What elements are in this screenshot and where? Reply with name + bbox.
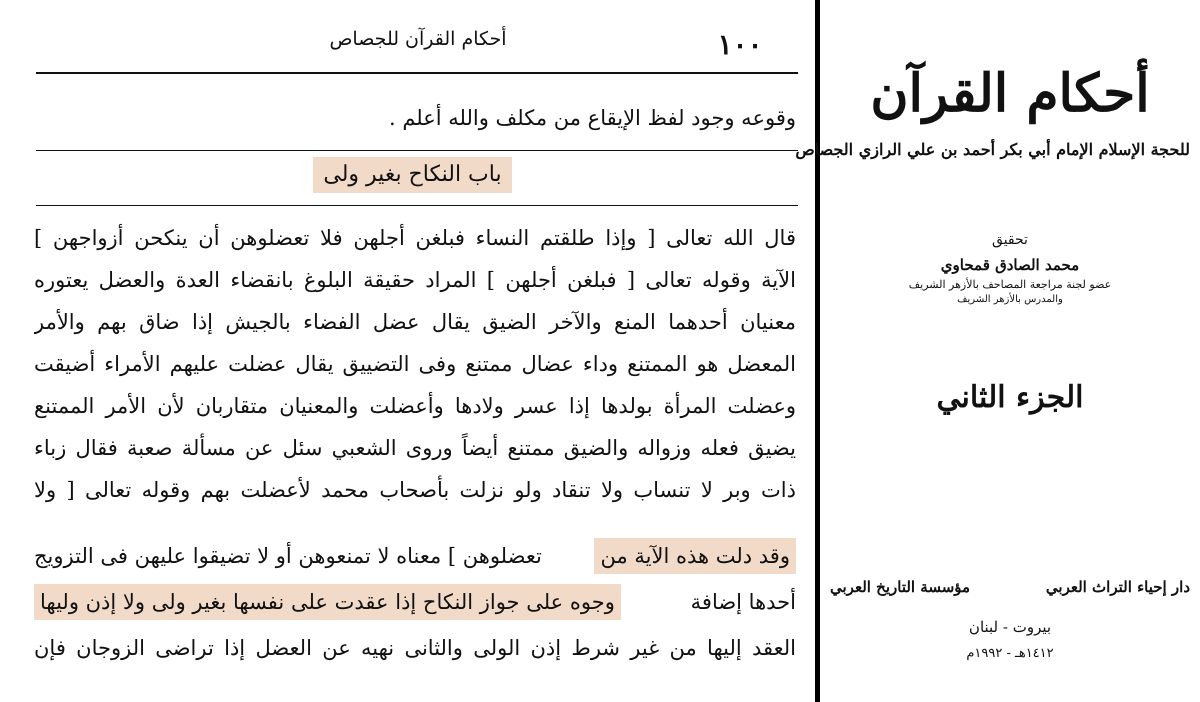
highlighted-phrase: وجوه على جواز النكاح إذا عقدت على نفسها بغير ولى ولا إذن وليها: [34, 584, 621, 620]
chapter-heading: باب النكاح بغير ولى: [313, 157, 512, 193]
editor-name: محمد الصادق قمحاوي: [940, 256, 1080, 274]
section-rule-bottom: [36, 205, 798, 206]
body-line-8: [34, 538, 796, 574]
section-rule-top: [36, 150, 798, 151]
publishers: [830, 578, 1190, 596]
right-page: [795, 0, 1200, 702]
editor-role-2: والمدرس بالأزهر الشريف: [957, 294, 1063, 305]
running-header-title: أحكام القرآن للجصاص: [329, 28, 507, 50]
body-line: ذات وبر لا تنساب ولا تنقاد ولو نزلت بأصحاب محمد لأعضلت بهم وقوله تعالى [ ولا: [34, 478, 796, 502]
book-title: أحكام القرآن: [870, 63, 1150, 124]
volume-label: الجزء الثاني: [936, 380, 1084, 415]
body-text: تعضلوهن ] معناه لا تمنعوهن أو لا تضيقوا عليهن فى التزويج: [34, 544, 542, 568]
body-line: قال الله تعالى [ وإذا طلقتم النساء فبلغن أجلهن فلا تعضلوهن أن ينكحن أزواجهن ]: [34, 226, 796, 250]
body-text: أحدها إضافة: [690, 590, 796, 614]
body-line: المعضل هو الممتنع وداء عضال ممتنع وفى التضييق يقال عضلت عليهم الأمراء أضيقت: [34, 352, 796, 376]
publisher-name: دار إحياء التراث العربي: [1045, 578, 1190, 596]
publication-date: ١٤١٢هـ - ١٩٩٢م: [966, 646, 1054, 661]
body-line: يضيق فعله وزواله والضيق ممتنع أيضاً وروى الشعبي سئل عن مسألة صعبة فقال زباء: [34, 436, 796, 460]
body-line: العقد إليها من غير شرط إذن الولى والثانى نهيه عن العضل إذا تراضى الزوجان فإن: [34, 636, 796, 660]
header-rule: [36, 72, 798, 74]
body-line: وعضلت المرأة بولدها إذا عسر ولادها وأعضلت والمعنيان متقاربان لأن الأمر الممتنع: [34, 394, 796, 418]
body-line: معنيان أحدهما المنع والآخر الضيق يقال عضل الفضاء بالجيش إذا ضاق بهم والأمر: [34, 310, 796, 334]
author-line: للحجة الإسلام الإمام أبي بكر أحمد بن علي الرازي الجصاص: [795, 140, 1190, 159]
intro-line: وقوعه وجود لفظ الإيقاع من مكلف والله أعلم .: [388, 106, 796, 130]
body-line-9: [34, 584, 796, 620]
publisher-name: مؤسسة التاريخ العربي: [830, 578, 971, 596]
body-line: الآية وقوله تعالى [ فبلغن أجلهن ] المراد حقيقة البلوغ بانقضاء العدة والعضل يعتوره: [34, 268, 796, 292]
highlighted-phrase: وقد دلت هذه الآية من: [594, 538, 796, 574]
editor-role: عضو لجنة مراجعة المصاحف بالأزهر الشريف: [908, 278, 1112, 291]
page-number: ١٠٠: [717, 28, 763, 61]
tahqiq-label: تحقيق: [992, 232, 1028, 248]
publication-city: بيروت - لبنان: [968, 618, 1052, 636]
